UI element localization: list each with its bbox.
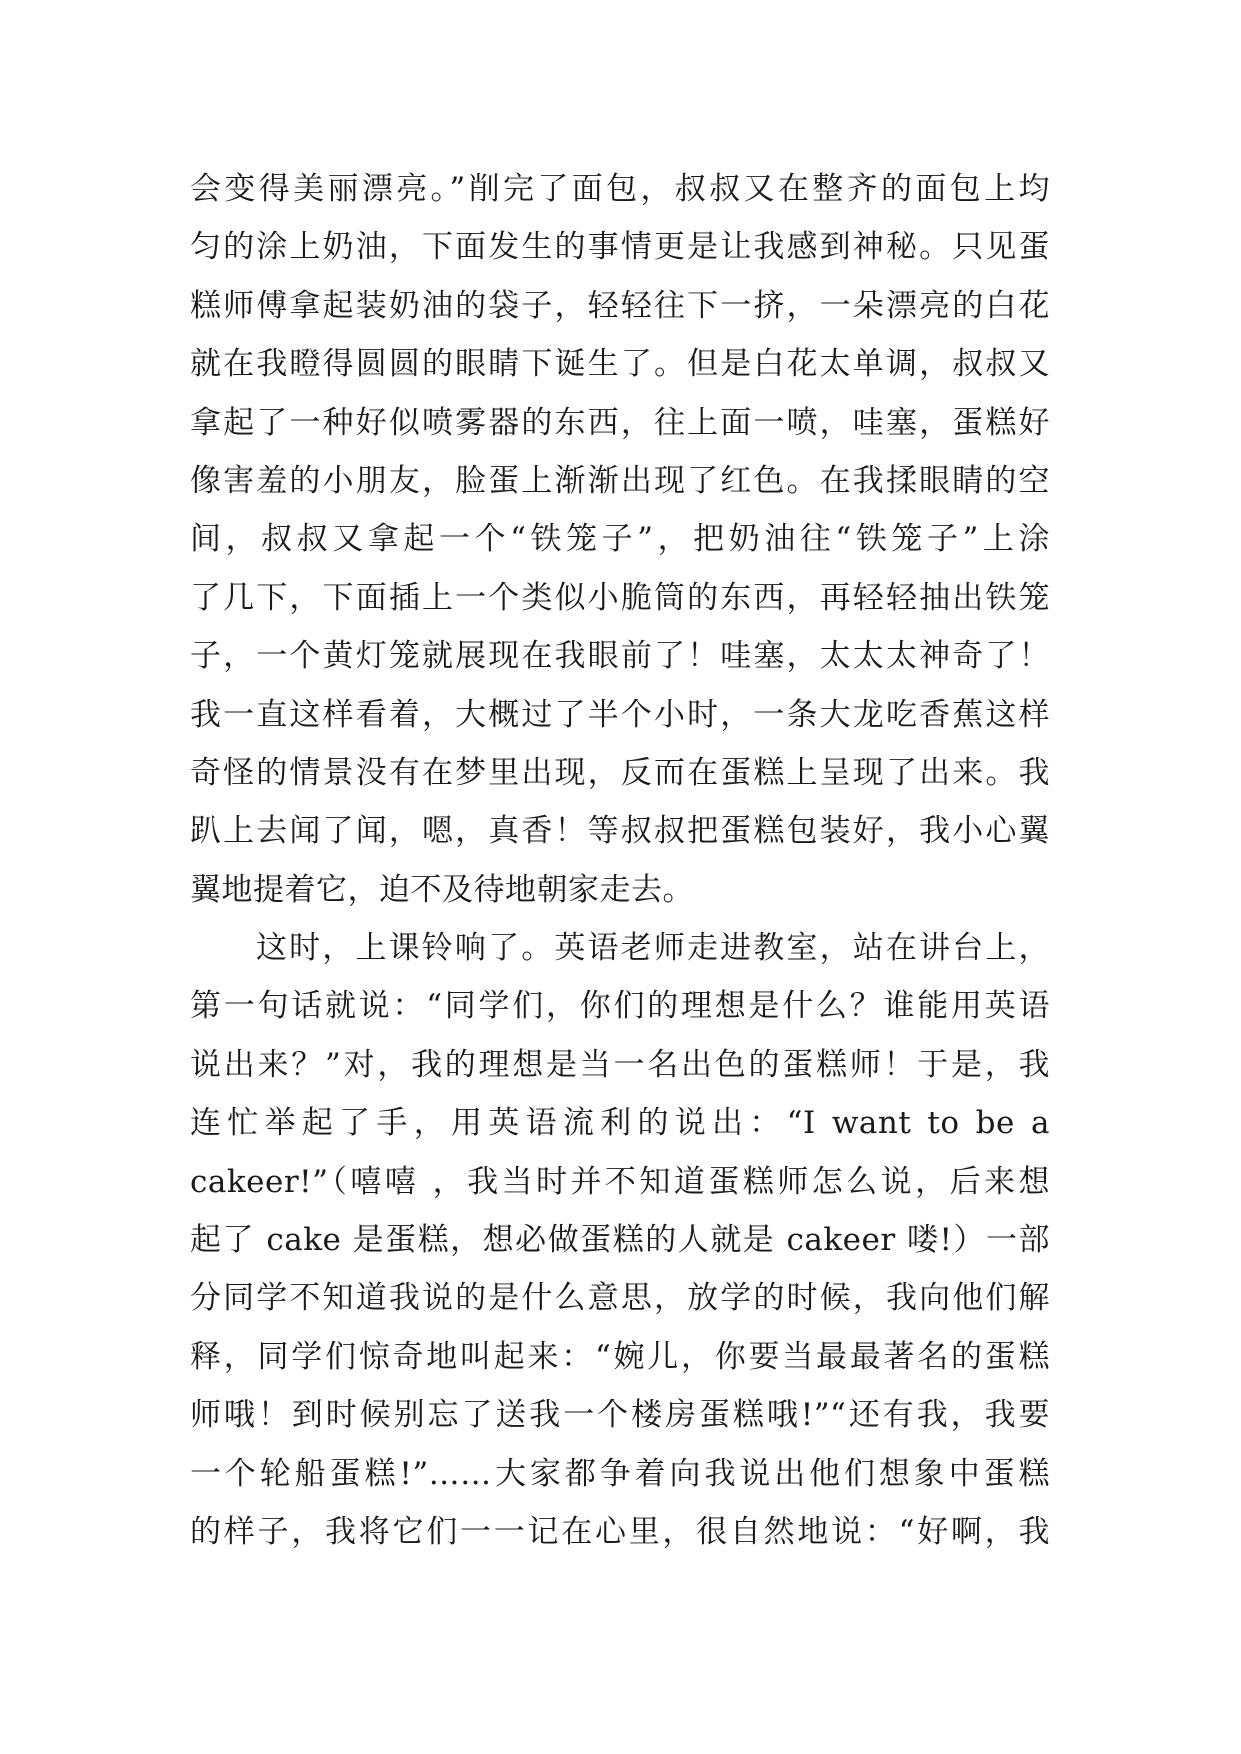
text-line: 的样子，我将它们一一记在心里，很自然地说：“好啊，我 bbox=[190, 1513, 1050, 1550]
text-line: 一个轮船蛋糕!”……大家都争着向我说出他们想象中蛋糕 bbox=[190, 1455, 1050, 1492]
text-line: 间，叔叔又拿起一个“铁笼子”，把奶油往“铁笼子”上涂 bbox=[190, 521, 1050, 558]
text-line: 奇怪的情景没有在梦里出现，反而在蛋糕上呈现了出来。我 bbox=[190, 754, 1050, 791]
text-line: 糕师傅拿起装奶油的袋子，轻轻往下一挤，一朵漂亮的白花 bbox=[190, 287, 1050, 324]
text-line: 分同学不知道我说的是什么意思，放学的时候，我向他们解 bbox=[190, 1280, 1050, 1317]
text-line: 说出来？”对，我的理想是当一名出色的蛋糕师！于是，我 bbox=[190, 1046, 1050, 1083]
text-line: 匀的涂上奶油，下面发生的事情更是让我感到神秘。只见蛋 bbox=[190, 229, 1050, 266]
text-line: 连忙举起了手，用英语流利的说出：“I want to be a bbox=[190, 1105, 1050, 1142]
text-line: 会变得美丽漂亮。”削完了面包，叔叔又在整齐的面包上均 bbox=[190, 171, 1050, 207]
text-line: 趴上去闻了闻，嗯，真香！等叔叔把蛋糕包装好，我小心翼 bbox=[190, 813, 1050, 850]
text-line: 子，一个黄灯笼就展现在我眼前了！哇塞，太太太神奇了！ bbox=[190, 638, 1050, 675]
text-line: 拿起了一种好似喷雾器的东西，往上面一喷，哇塞，蛋糕好 bbox=[190, 404, 1050, 441]
text-line: 这时，上课铃响了。英语老师走进教室，站在讲台上， bbox=[256, 930, 1050, 967]
text-line: 我一直这样看着，大概过了半个小时，一条大龙吃香蕉这样 bbox=[190, 696, 1050, 733]
body-text bbox=[190, 160, 1050, 1561]
paragraph-1 bbox=[190, 160, 1050, 919]
text-line: 师哦！到时候别忘了送我一个楼房蛋糕哦!”“还有我，我要 bbox=[190, 1397, 1050, 1434]
text-line: 起了 cake 是蛋糕，想必做蛋糕的人就是 cakeer 喽!）一部 bbox=[190, 1222, 1050, 1259]
text-line: 了几下，下面插上一个类似小脆筒的东西，再轻轻抽出铁笼 bbox=[190, 579, 1050, 616]
text-line: 就在我瞪得圆圆的眼睛下诞生了。但是白花太单调，叔叔又 bbox=[190, 346, 1050, 383]
text-line: 像害羞的小朋友，脸蛋上渐渐出现了红色。在我揉眼睛的空 bbox=[190, 462, 1050, 499]
paragraph-2 bbox=[190, 919, 1050, 1561]
text-line: cakeer!”（嘻嘻 ，我当时并不知道蛋糕师怎么说，后来想 bbox=[190, 1163, 1050, 1200]
text-line: 释，同学们惊奇地叫起来：“婉儿，你要当最最著名的蛋糕 bbox=[190, 1338, 1050, 1375]
text-line: 翼地提着它，迫不及待地朝家走去。 bbox=[190, 871, 694, 908]
text-line: 第一句话就说：“同学们，你们的理想是什么？谁能用英语 bbox=[190, 988, 1050, 1025]
